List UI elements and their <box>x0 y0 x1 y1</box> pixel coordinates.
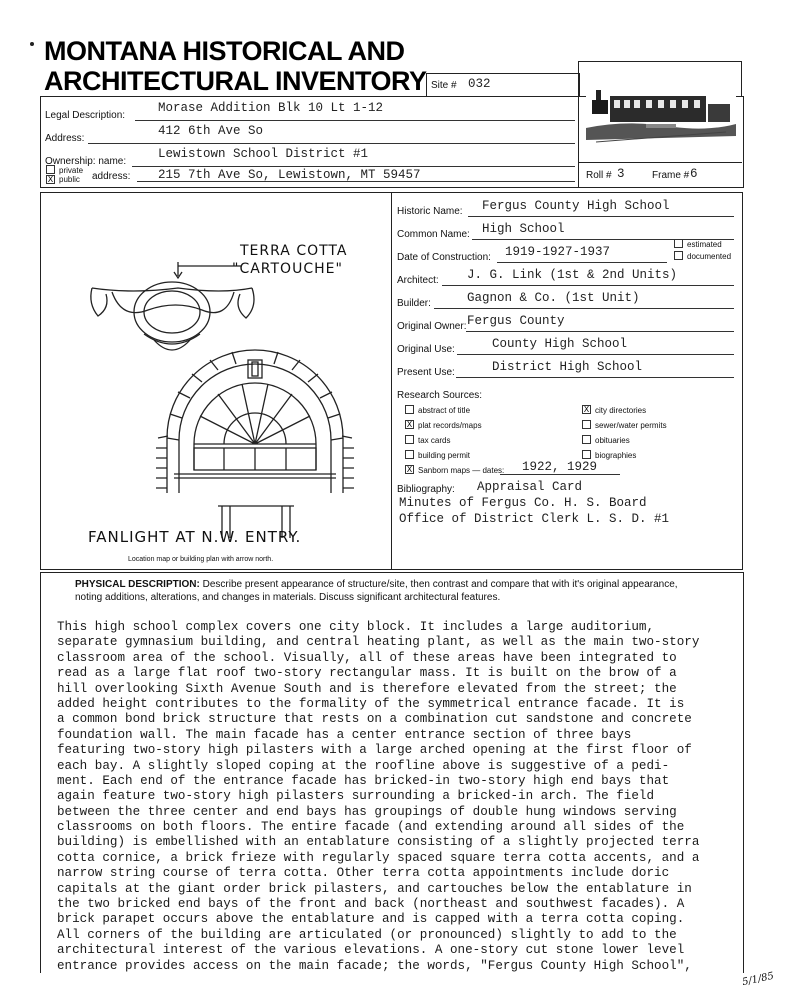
common-name-label: Common Name: <box>397 229 470 240</box>
building-photo <box>586 84 736 156</box>
architect-label: Architect: <box>397 275 439 286</box>
original-use-label: Original Use: <box>397 344 455 355</box>
margin-note: 5/1/85 <box>741 970 775 989</box>
bibliography-item-1: Appraisal Card <box>477 480 583 494</box>
source-building-permit <box>405 451 470 460</box>
estimated-label: estimated <box>687 240 722 249</box>
frame-value: 6 <box>690 167 698 181</box>
description-line: architectural interest of the various elevations. A one-story cut stone lower level <box>57 943 685 958</box>
documented-label: documented <box>687 252 732 261</box>
source-plat-records-checkbox[interactable]: X <box>406 420 413 430</box>
architect-value: J. G. Link (1st & 2nd Units) <box>467 268 678 282</box>
research-sources-title: Research Sources: <box>397 390 483 401</box>
source-city-directories-checkbox[interactable]: X <box>583 405 590 415</box>
physical-description-label: PHYSICAL DESCRIPTION: <box>75 579 200 590</box>
address-value: 412 6th Ave So <box>158 124 264 138</box>
original-owner-line <box>466 331 734 332</box>
original-use-value: County High School <box>492 337 628 351</box>
source-biographies <box>582 451 636 460</box>
private-checkbox[interactable] <box>46 165 55 174</box>
public-label: public <box>59 175 80 185</box>
owner-address-label: address: <box>92 171 131 182</box>
photo-divider <box>578 61 579 187</box>
description-line: capitals at the giant order brick pilasters, and cartouches below the entablature in <box>57 881 692 896</box>
description-line: ment. Each end of the entrance facade has bricked-in two-story high end bays that <box>57 773 670 788</box>
description-line: between the three center and end bays has groupings of double hung windows serving <box>57 804 677 819</box>
address-line <box>88 143 575 144</box>
ownership-name-label: Ownership: name: <box>45 156 127 167</box>
description-line: each bay. A slightly sloped coping at the roofline above is suggestive of a pedi- <box>57 758 670 773</box>
present-use-label: Present Use: <box>397 367 455 378</box>
source-sanborn-maps-label: Sanborn maps — dates: <box>418 466 505 475</box>
description-line: added height contributes to the formality of the symmetrical entrance facade. It is <box>57 696 685 711</box>
estimated-checkbox[interactable] <box>674 239 683 248</box>
documented-option <box>674 252 731 261</box>
source-abstract-of-title-label: abstract of title <box>418 406 471 415</box>
description-line: narrow string course of terra cotta. Other terra cotta appointments include doric <box>57 866 670 881</box>
frame-label: Frame # <box>652 170 690 181</box>
legal-description-label: Legal Description: <box>45 110 126 121</box>
private-label: private <box>59 166 84 175</box>
historic-name-value: Fergus County High School <box>482 199 670 213</box>
description-line: This high school complex covers one city block. It includes a large auditorium, <box>57 620 655 634</box>
site-number-label: Site # <box>431 80 457 91</box>
description-line: classrooms on both floors. The entire facade (and extending around all sides of the <box>57 820 685 835</box>
description-line: All corners of the building are articulated (or pronounced) slightly to add to the <box>57 927 677 942</box>
date-construction-label: Date of Construction: <box>397 252 491 263</box>
description-line: featuring two-story high pilasters with a large arched opening at the first floor of <box>57 743 692 758</box>
present-use-line <box>456 377 734 378</box>
physical-description-instructions <box>75 579 678 590</box>
physical-description-text <box>57 620 719 974</box>
description-line: foundation wall. The main facade has a center entrance section of three bays <box>57 727 632 742</box>
photo-box-top <box>578 61 742 62</box>
sketch-label-terra-cotta: TERRA COTTA <box>240 243 348 259</box>
description-line: a common bond brick structure that rests on a combination cut sandstone and concrete <box>57 712 692 727</box>
builder-value: Gagnon & Co. (1st Unit) <box>467 291 640 305</box>
description-line: read as a large flat roof two-story rectangular mass. It is built on the brow of a <box>57 666 677 681</box>
estimated-option <box>674 240 722 249</box>
sanborn-dates-value: 1922, 1929 <box>522 460 598 474</box>
address-label: Address: <box>45 133 85 144</box>
source-city-directories-label: city directories <box>595 406 647 415</box>
sketch-caption: Location map or building plan with arrow north. <box>128 556 274 563</box>
physical-description-instructions-2: noting additions, alterations, and changes in materials. Discuss significant architectural features. <box>75 592 501 603</box>
description-line: the two bricked end bays of the front and back (northeast and southwest facades). A <box>57 897 685 912</box>
source-sewer-water-permits-checkbox[interactable] <box>582 420 591 429</box>
ownership-name-line <box>132 166 575 167</box>
bibliography-item-2: Minutes of Fergus Co. H. S. Board <box>399 496 647 510</box>
builder-label: Builder: <box>397 298 431 309</box>
date-construction-line <box>497 262 667 263</box>
form-title-line-2: ARCHITECTURAL INVENTORY <box>44 66 427 96</box>
bibliography-item-3: Office of District Clerk L. S. D. #1 <box>399 512 670 526</box>
source-sanborn-maps-checkbox[interactable]: X <box>406 465 413 475</box>
source-building-permit-label: building permit <box>418 451 471 460</box>
sketch-label-cartouche: "CARTOUCHE" <box>232 261 343 277</box>
source-sewer-water-permits <box>582 421 667 430</box>
source-biographies-label: biographies <box>595 451 637 460</box>
date-construction-value: 1919-1927-1937 <box>505 245 611 259</box>
sketch-label-fanlight: FANLIGHT AT N.W. ENTRY. <box>88 528 302 546</box>
common-name-value: High School <box>482 222 565 236</box>
description-line: again feature two-story high pilasters surrounding a bricked-in arch. The field <box>57 789 655 804</box>
photo-box-right <box>741 61 742 97</box>
roll-label: Roll # <box>586 170 612 181</box>
cartouche-fanlight-sketch <box>72 248 372 538</box>
architect-line <box>442 285 734 286</box>
site-number-value: 032 <box>468 77 491 91</box>
description-line: entrance provides access on the main facade; the words, "Fergus County High School", <box>57 958 692 973</box>
original-use-line <box>457 354 734 355</box>
source-biographies-checkbox[interactable] <box>582 450 591 459</box>
sanborn-dates-line <box>500 474 620 475</box>
source-sewer-water-permits-label: sewer/water permits <box>595 421 667 430</box>
source-plat-records <box>405 421 482 430</box>
source-tax-cards-checkbox[interactable] <box>405 435 414 444</box>
form-title-line-1: MONTANA HISTORICAL AND <box>44 36 405 66</box>
physical-description-instructions-1: Describe present appearance of structure/site, then contrast and compare that with it's original appearance, <box>202 579 678 590</box>
source-tax-cards <box>405 436 450 445</box>
source-abstract-of-title <box>405 406 470 415</box>
source-obituaries-label: obituaries <box>595 436 630 445</box>
source-sanborn-maps <box>405 466 504 475</box>
description-line: cotta cornice, a brick frieze with regularly spaced square terra cotta accents, and a <box>57 850 700 865</box>
original-owner-value: Fergus County <box>467 314 565 328</box>
source-obituaries-checkbox[interactable] <box>582 435 591 444</box>
bibliography-label: Bibliography: <box>397 484 455 495</box>
source-city-directories <box>582 406 646 415</box>
ownership-type-checkboxes <box>46 166 83 185</box>
present-use-value: District High School <box>492 360 643 374</box>
owner-address-value: 215 7th Ave So, Lewistown, MT 59457 <box>158 168 421 182</box>
description-line: classroom area of the school. Visually, all of these areas have been integrated to <box>57 650 677 665</box>
source-tax-cards-label: tax cards <box>418 436 451 445</box>
source-abstract-of-title-checkbox[interactable] <box>405 405 414 414</box>
description-line: separate gymnasium building, and central heating plant, as well as the main two-story <box>57 635 700 650</box>
description-line: brick parapet occurs above the entablature and is capped with a terra cotta coping. <box>57 912 685 927</box>
source-building-permit-checkbox[interactable] <box>405 450 414 459</box>
historic-name-label: Historic Name: <box>397 206 463 217</box>
source-obituaries <box>582 436 630 445</box>
legal-description-line <box>135 120 575 121</box>
ownership-name-value: Lewistown School District #1 <box>158 147 369 161</box>
description-line: building) is embellished with an entablature consisting of a slightly projected terra <box>57 835 700 850</box>
source-plat-records-label: plat records/maps <box>418 421 482 430</box>
roll-value: 3 <box>617 167 625 181</box>
description-line: hill overlooking Sixth Avenue South and is therefore elevated from the street; the <box>57 681 677 696</box>
roll-frame-divider <box>578 162 742 163</box>
legal-description-value: Morase Addition Blk 10 Lt 1-12 <box>158 101 384 115</box>
builder-line <box>434 308 734 309</box>
documented-checkbox[interactable] <box>674 251 683 260</box>
historic-name-line <box>468 216 734 217</box>
public-checkbox[interactable]: X <box>47 174 54 184</box>
stray-mark <box>30 42 34 46</box>
original-owner-label: Original Owner: <box>397 321 467 332</box>
